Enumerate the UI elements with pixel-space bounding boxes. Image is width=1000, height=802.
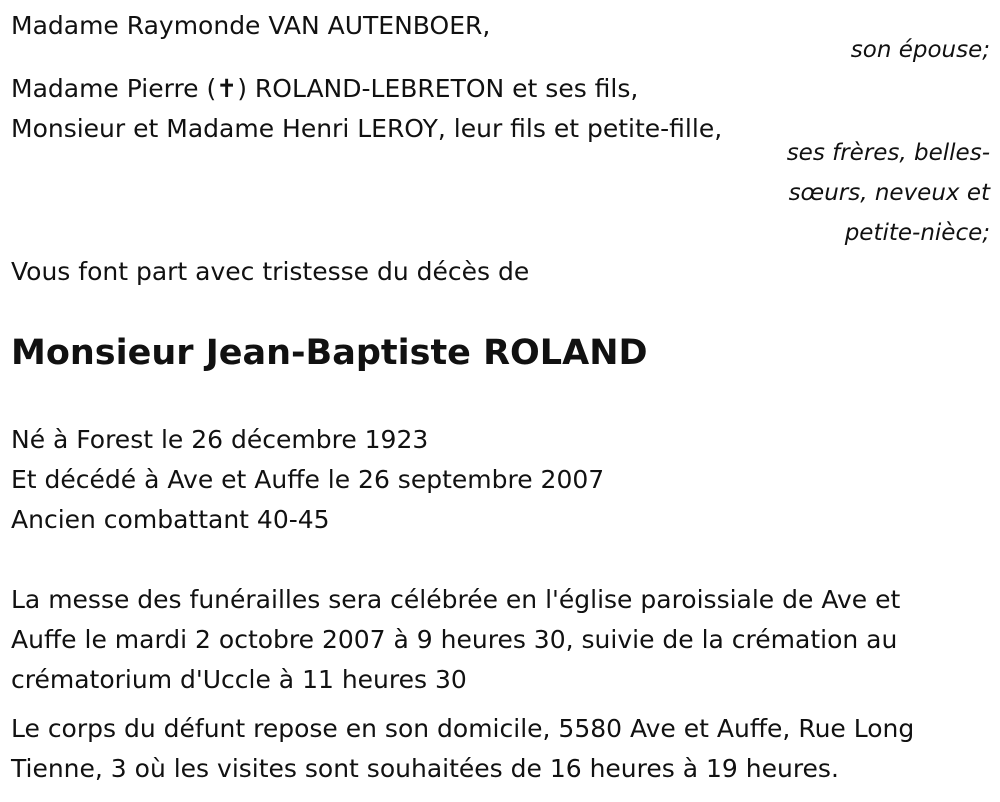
visitation-line-1: Le corps du défunt repose en son domicile, 5580 Ave et Auffe, Rue Long — [11, 714, 915, 743]
role-spouse: son épouse; — [850, 37, 990, 63]
role-siblings-3: petite-nièce; — [844, 220, 990, 246]
birth-info: Né à Forest le 26 décembre 1923 — [11, 425, 429, 454]
funeral-line-3: crématorium d'Uccle à 11 heures 30 — [11, 665, 467, 694]
role-siblings-1: ses frères, belles- — [786, 140, 990, 166]
death-info: Et décédé à Ave et Auffe le 26 septembre 2007 — [11, 465, 605, 494]
family-line-spouse: Madame Raymonde VAN AUTENBOER, — [11, 11, 491, 40]
family-line-sister: Madame Pierre (✝) ROLAND-LEBRETON et ses fils, — [11, 74, 639, 103]
deceased-name: Monsieur Jean-Baptiste ROLAND — [11, 333, 648, 373]
family-line-brother: Monsieur et Madame Henri LEROY, leur fils et petite-fille, — [11, 114, 723, 143]
funeral-line-1: La messe des funérailles sera célébrée en l'église paroissiale de Ave et — [11, 585, 901, 614]
role-siblings-2: sœurs, neveux et — [788, 180, 990, 206]
announce-text: Vous font part avec tristesse du décès de — [11, 257, 530, 286]
veteran-info: Ancien combattant 40-45 — [11, 505, 330, 534]
funeral-line-2: Auffe le mardi 2 octobre 2007 à 9 heures 30, suivie de la crémation au — [11, 625, 898, 654]
visitation-line-2: Tienne, 3 où les visites sont souhaitées de 16 heures à 19 heures. — [11, 754, 839, 783]
